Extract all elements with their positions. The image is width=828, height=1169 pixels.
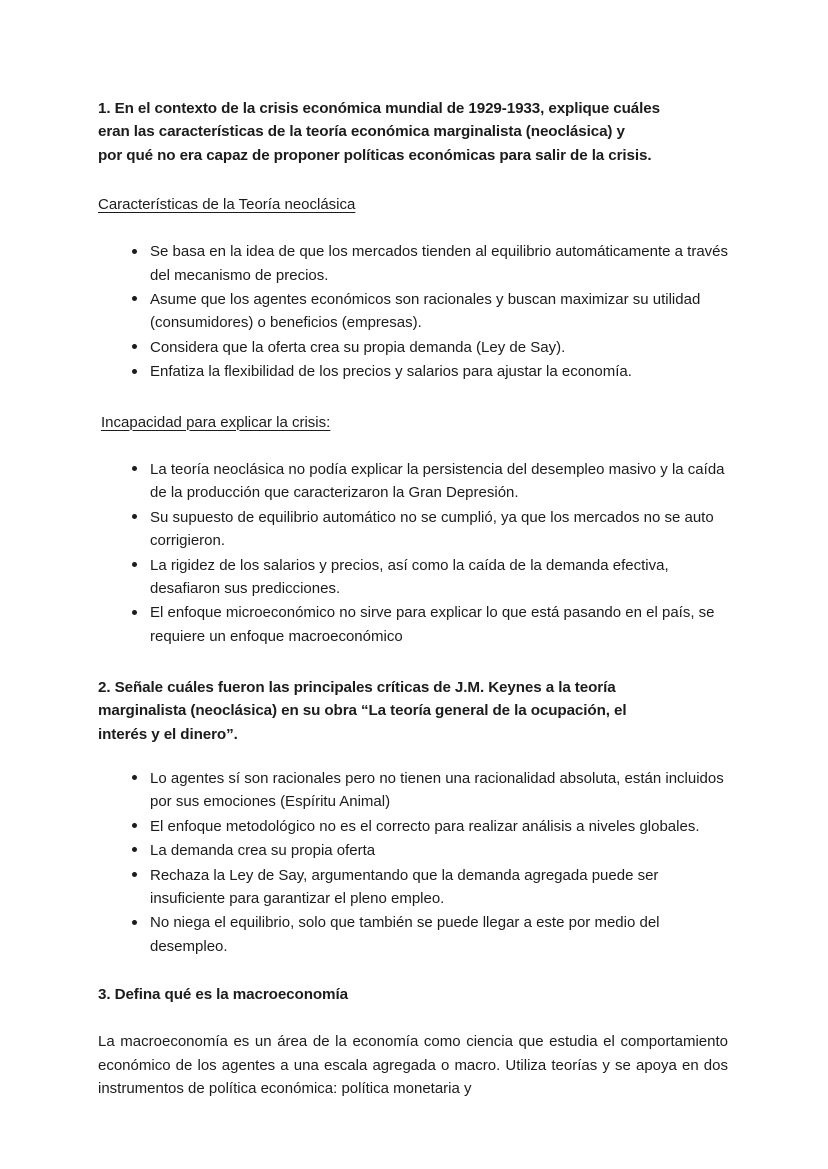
spacer [98,385,728,412]
list-item-text: La teoría neoclásica no podía explicar la persistencia del desempleo masivo y la caída de la producción que caracterizaron la Gran Depresión. [150,461,725,502]
list-item-text: El enfoque microeconómico no sirve para explicar lo que está pasando en el país, se requiere un enfoque macroeconómico [150,604,715,645]
list-item-text: Su supuesto de equilibrio automático no se cumplió, ya que los mercados no se auto corrigieron. [150,508,714,550]
question-1-heading [98,97,728,167]
bullet-dot-icon [132,610,137,615]
question-2-heading-line-1: 2. Señale cuáles fueron las principales críticas de J.M. Keynes a la teoría [98,679,616,697]
bullet-dot-icon [132,466,137,471]
question-2-heading-line-2: marginalista (neoclásica) en su obra “La teoría general de la ocupación, el [98,702,627,720]
question-1-heading-line-2: eran las características de la teoría económica marginalista (neoclásica) y [98,123,625,141]
question-1-heading-line-3: por qué no era capaz de proponer políticas económicas para salir de la crisis. [98,146,652,164]
document-body [98,97,728,1101]
spacer [98,649,728,676]
list-item [98,336,728,359]
subheading-incapacidad-text: Incapacidad para explicar la crisis: [101,413,331,431]
bullet-dot-icon [132,872,137,877]
list-item-text: No niega el equilibrio, solo que también se puede llegar a este por medio del desempleo. [150,914,660,955]
question-3-heading-line-1: 3. Defina qué es la macroeconomía [98,986,348,1004]
list-item [98,864,728,911]
macroeconomia-paragraph: La macroeconomía es un área de la economía como ciencia que estudia el comportamiento económico de los agentes a una escala agregada o macro. Utiliza teorías y se apoya en dos instrumentos de política económica: política monetaria y [98,1033,728,1098]
bullet-dot-icon [132,369,137,374]
bullet-dot-icon [132,920,137,925]
list-item [98,360,728,383]
list-item [98,288,728,335]
bullet-list-incapacidad [98,458,728,648]
subheading-caracteristicas [98,194,728,217]
list-item [98,458,728,505]
spacer [98,216,728,240]
bullet-dot-icon [132,847,137,852]
list-item [98,911,728,958]
bullet-dot-icon [132,775,137,780]
bullet-dot-icon [132,514,137,519]
list-item [98,601,728,648]
bullet-dot-icon [132,562,137,567]
list-item-text: Considera que la oferta crea su propia demanda (Ley de Say). [150,338,566,356]
list-item-text: Asume que los agentes económicos son racionales y buscan maximizar su utilidad (consumidores) o beneficios (empresas). [150,291,701,332]
spacer [98,959,728,983]
bullet-dot-icon [132,296,137,301]
question-3-heading [98,983,728,1006]
question-2-heading-line-3: interés y el dinero”. [98,725,238,743]
list-item [98,839,728,862]
question-1-heading-line-1: 1. En el contexto de la crisis económica mundial de 1929-1933, explique cuáles [98,100,660,117]
question-2-heading [98,676,728,746]
list-item [98,554,728,601]
list-item [98,767,728,814]
spacer [98,1006,728,1030]
bullet-dot-icon [132,249,137,254]
list-item-text: Enfatiza la flexibilidad de los precios y salarios para ajustar la economía. [150,363,632,381]
bullet-dot-icon [132,344,137,349]
list-item [98,506,728,553]
spacer [98,746,728,767]
spacer [98,434,728,458]
list-item-text: El enfoque metodológico no es el correcto para realizar análisis a niveles globales. [150,817,700,835]
list-item-text: La demanda crea su propia oferta [150,842,376,860]
list-item-text: Rechaza la Ley de Say, argumentando que la demanda agregada puede ser insuficiente para garantizar el pleno empleo. [150,866,659,907]
bullet-dot-icon [132,823,137,828]
subheading-incapacidad [98,412,728,435]
list-item-text: La rigidez de los salarios y precios, así como la caída de la demanda efectiva, desafiaron sus predicciones. [150,556,669,598]
bullet-list-keynes-criticas [98,767,728,958]
subheading-caracteristicas-text: Características de la Teoría neoclásica [98,195,356,213]
list-item [98,240,728,287]
list-item-text: Lo agentes sí son racionales pero no tienen una racionalidad absoluta, están incluidos por sus emociones (Espíritu Animal) [150,769,724,811]
list-item-text: Se basa en la idea de que los mercados tienden al equilibrio automáticamente a través del mecanismo de precios. [150,243,728,284]
spacer [98,167,728,194]
bullet-list-caracteristicas [98,240,728,383]
list-item [98,815,728,838]
